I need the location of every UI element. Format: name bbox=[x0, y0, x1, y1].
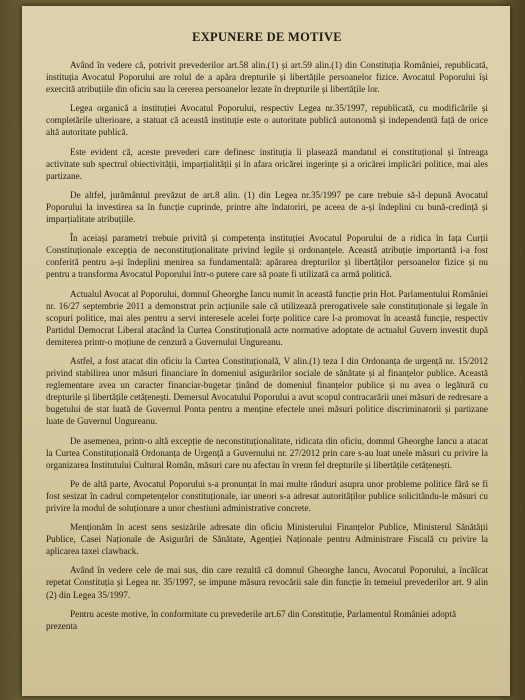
paragraph-2: Legea organică a instituției Avocatul Poporului, respectiv Legea nr.35/1997, republicată, cu modificările și completările ulterioare, a statuat că această instituție este o autoritate publică autonomă și independentă față de orice altă autoritate publică. bbox=[46, 103, 488, 138]
paragraph-12: Pentru aceste motive, în conformitate cu prevederile art.67 din Constituție, Parlamentul României adoptă prezenta bbox=[46, 608, 457, 631]
paragraph-10: Menționăm în acest sens sesizările adresate din oficiu Ministerului Finanțelor Publice, Ministerul Sănătății Publice, Casei Naționale de Asigurări de Sănătate, Agenției Naționale pentru Administrare Fiscală cu privire la aplicarea taxei clawback. bbox=[46, 522, 488, 557]
document-title: EXPUNERE DE MOTIVE bbox=[192, 30, 342, 44]
paragraph-1: Având în vedere că, potrivit prevederilor art.58 alin.(1) și art.59 alin.(1) din Constituția României, republicată, instituția Avocatul Poporului are rolul de a apăra drepturile și libertățile persoanelor fizice. Avocatul Poporului își exercită atribuțiile din oficiu sau la cererea persoanelor lezate în drepturile și libertățile lor. bbox=[46, 60, 488, 95]
paragraph-11: Având în vedere cele de mai sus, din care rezultă că domnul Gheorghe Iancu, Avocatul Poporului, a încălcat repetat Constituția și Legea nr. 35/1997, se impune măsura revocării sale din funcție în temeiul prevederilor art. 9 alin (2) din Legea 35/1997. bbox=[46, 565, 488, 600]
paragraph-4: De altfel, jurământul prevăzut de art.8 alin. (1) din Legea nr.35/1997 pe care trebuie să-l depună Avocatul Poporului la investirea sa în funcție cuprinde, printre alte îndatoriri, pe aceea de a-și îndeplini cu bună-credință și imparțialitate atribuțiile. bbox=[46, 189, 488, 225]
paragraph-8: De asemenea, printr-o altă excepție de neconstituționalitate, ridicata din oficiu, domnul Gheorghe Iancu a atacat la Curtea Constituțională Ordonanța de Urgență a Guvernului nr. 27/2012 prin care s-au luat unele măsuri cu privire la organizarea Institutului Cultural Român, măsuri care nu afectau în vreun fel drepturile și libertățile cetățenești. bbox=[46, 435, 488, 470]
paragraph-5: În aceiași parametri trebuie privită și competența instituției Avocatul Poporului de a ridica în fața Curții Constituționale excepția de neconstituționalitate privind legile și ordonanțele. Această atribuție importantă i-a fost conferită pentru a-și îndeplini menirea sa fundamentală: apărarea drepturilor și libertăților persoanelor fizice și nu pentru a transforma Avocatul Poporului într-o putere care să poate fi utilizată ca armă politică. bbox=[46, 233, 488, 280]
paragraph-7: Astfel, a fost atacat din oficiu la Curtea Constituțională, V alin.(1) teza I din Ordonanța de urgență nr. 15/2012 privind stabilirea unor măsuri financiare în domeniul asigurărilor sociale de sănătate și al finanțelor publice. Această reglementare avea un caracter financiar-bugetar ținând de domeniul finanțelor publice și nu avea o legătură cu drepturile și libertățile cetățenești. Demersul Avocatului Poporului a avut scopul contracarării unei măsuri de redresare a bugetului de stat luată de Guvernul Ponta pentru a menține efectele unei măsuri politice discriminatorii și partizane luate de Guvernul Ungureanu. bbox=[46, 355, 488, 427]
document-page bbox=[22, 6, 510, 696]
paragraph-9: Pe de altă parte, Avocatul Poporului s-a pronunțat în mai multe rânduri asupra unor probleme politice fără se fi fost sesizat în cadrul competențelor constituționale, iar uneori s-a adresat autorităților publice solicitându-le măsuri cu privire la modul de soluționare a unor chestiuni administrative concrete. bbox=[46, 478, 488, 513]
paragraph-6: Actualul Avocat al Poporului, domnul Gheorghe Iancu numit în această funcție prin Hot. Parlamentului României nr. 16/27 septembrie 2011 a demonstrat prin acțiunile sale că utilizează prerogativele sale constituționale și legale în scopuri politice, mai ales pentru a servi interesele acelei forțe politice care l-a promovat în această funcție, respectiv Partidul Democrat Liberal atacând la Curtea Constituțională acte normative adoptate de actualul Guvern investit după demiterea printr-o moțiune de cenzură a Guvernului Ungureanu. bbox=[46, 288, 488, 347]
document-body bbox=[46, 30, 488, 639]
paragraph-3: Este evident că, aceste prevederi care definesc instituția îi plasează mandatul ei constituțional și întreaga activitate sub spectrul obiectivității, imparțialității și în afara oricărei ingerințe și a oricărei implicări politice, mai ales partizane. bbox=[46, 146, 488, 181]
